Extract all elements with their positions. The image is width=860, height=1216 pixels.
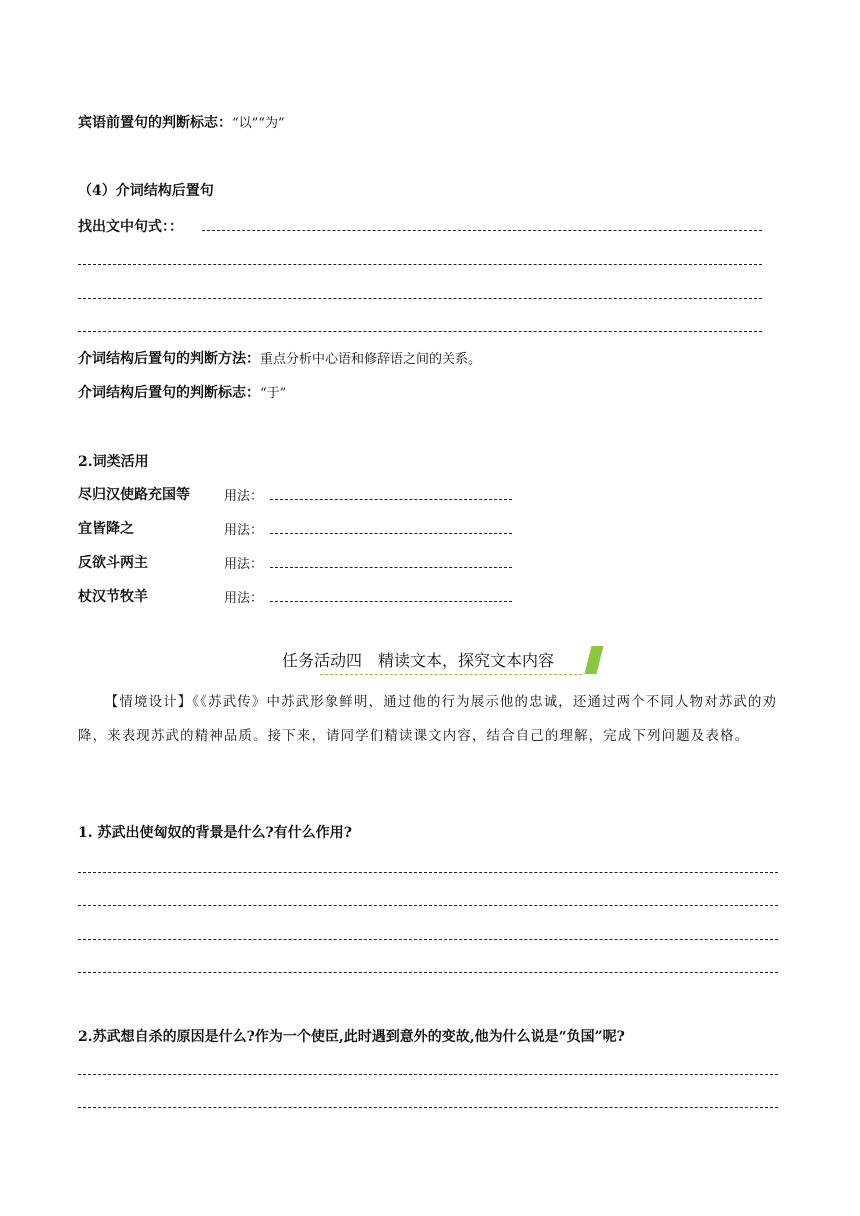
answer-blank[interactable]: [202, 230, 762, 231]
task-title: 任务活动四 精读文本，探究文本内容: [282, 651, 555, 670]
answer-blank[interactable]: [78, 872, 778, 873]
usage-label: 用法：: [224, 523, 264, 538]
method-label: 介词结构后置句的判断方法：: [78, 351, 260, 367]
object-preposition-marker: [78, 112, 285, 132]
mark-label: 介词结构后置句的判断标志：: [78, 385, 260, 401]
method-value: 重点分析中心语和修辞语之间的关系。: [260, 352, 482, 367]
usage-label: 用法：: [224, 557, 264, 572]
marker-value: “以”“为”: [232, 116, 285, 131]
usage-label: 用法：: [224, 489, 264, 504]
word-class-item: 尽归汉使路充国等: [78, 487, 190, 503]
usage-blank[interactable]: [270, 499, 512, 500]
scenario-paragraph: 【情境设计】《《苏武传》中苏武形象鲜明，通过他的行为展示他的忠诚，还通过两个不同人物对苏武的劝降，来表现苏武的精神品质。接下来，请同学们精读课文内容，结合自己的理解，完成下列问题及表格。: [78, 695, 778, 744]
word-class-item: 宜皆降之: [78, 521, 134, 537]
usage-blank[interactable]: [270, 567, 512, 568]
prepositional-marker: [78, 382, 286, 402]
answer-blank[interactable]: [78, 331, 762, 332]
task-title-block: [282, 648, 554, 671]
section-heading-prepositional: （4）介词结构后置句: [78, 183, 214, 199]
answer-blank[interactable]: [78, 905, 778, 906]
task-title-underline: [320, 674, 582, 675]
usage-blank[interactable]: [270, 601, 512, 602]
answer-blank[interactable]: [78, 1107, 778, 1108]
answer-blank[interactable]: [78, 939, 778, 940]
leaf-decoration-icon: [585, 646, 604, 674]
mark-value: “于”: [260, 386, 287, 401]
usage-label: 用法：: [224, 591, 264, 606]
find-sentences-label: 找出文中句式：：: [78, 219, 183, 235]
usage-blank[interactable]: [270, 533, 512, 534]
word-class-item: 杖汉节牧羊: [78, 589, 148, 605]
question-1: 1. 苏武出使匈奴的背景是什么?有什么作用?: [78, 825, 352, 841]
answer-blank[interactable]: [78, 298, 762, 299]
answer-blank[interactable]: [78, 1074, 778, 1075]
answer-blank[interactable]: [78, 264, 762, 265]
prepositional-method: [78, 348, 481, 368]
section-heading-word-class: 2.词类活用: [78, 454, 149, 470]
word-class-item: 反欲斗两主: [78, 555, 148, 571]
marker-label: 宾语前置句的判断标志：: [78, 115, 232, 131]
question-2: 2.苏武想自杀的原因是什么?作为一个使臣,此时遇到意外的变故,他为什么说是“负国”呢?: [78, 1029, 625, 1045]
answer-blank[interactable]: [78, 972, 778, 973]
